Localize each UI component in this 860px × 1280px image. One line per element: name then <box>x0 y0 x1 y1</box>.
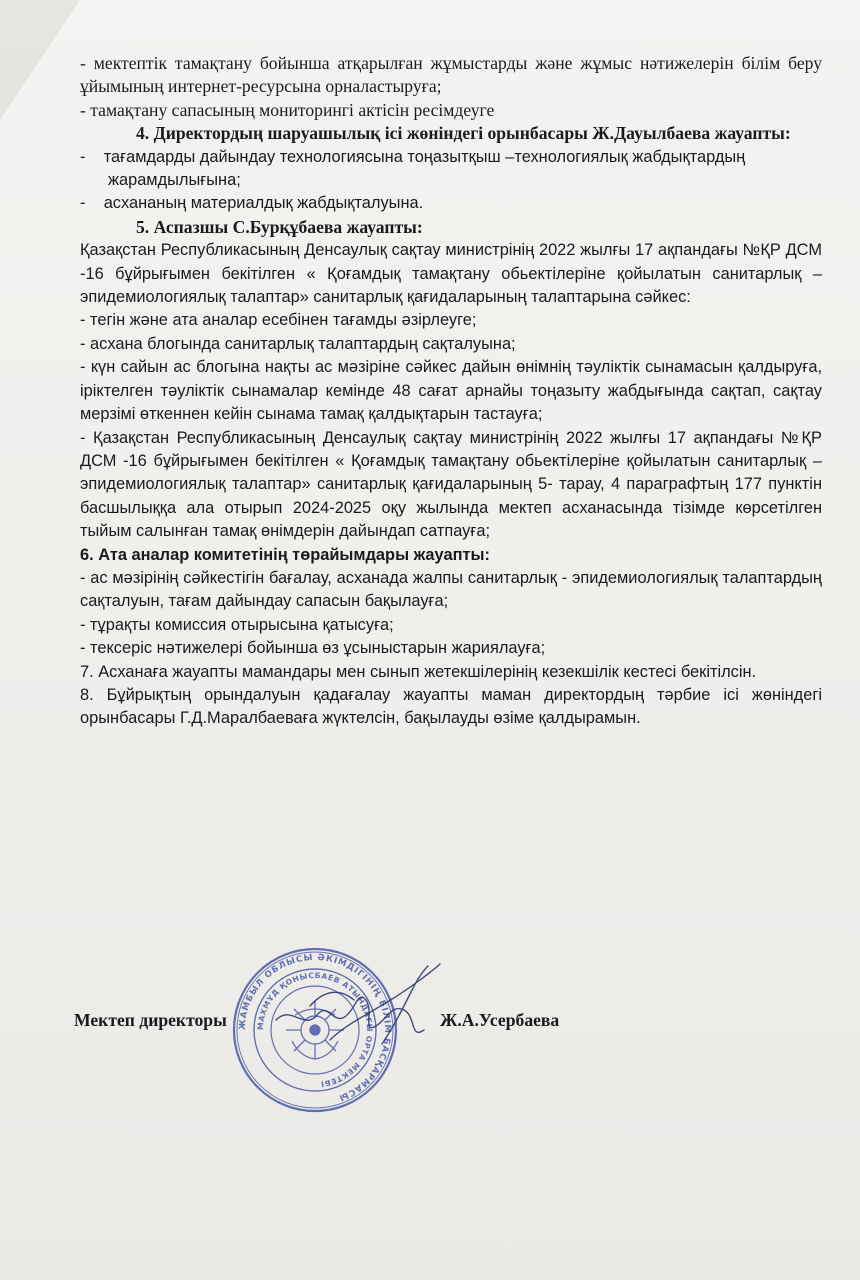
heading-section-4: 4. Директордың шаруашылық ісі жөніндегі орынбасары Ж.Дауылбаева жауапты: <box>136 123 791 144</box>
paragraph-section-7: 7. Асханаға жауапты мамандары мен сынып жетекшілерінің кезекшілік кестесі бекітілсін. <box>80 662 757 681</box>
list-item-meals: - тегін және ата аналар есебінен тағамды әзірлеуге; <box>80 311 477 330</box>
director-name: Ж.А.Усербаева <box>440 1010 560 1030</box>
list-item-proposals: - тексеріс нәтижелері бойынша өз ұсыныстарын жариялауға; <box>80 639 546 658</box>
bullet-dash: - <box>80 194 86 213</box>
list-item-commission: - тұрақты комиссия отырысына қатысуға; <box>80 615 394 634</box>
list-item-menu-check: - ас мәзірінің сәйкестігін бағалау, асханада жалпы санитарлық - эпидемиологиялық талаптардың сақталуын, тағам дайындау сапасын бақылауға; <box>80 568 822 611</box>
list-item-text: асхананың материалдық жабдықталуына. <box>103 194 424 213</box>
seal-inner-text: МАХМҰД ҚОНЫСБАЕВ АТЫНДАҒЫ ОРТА МЕКТЕБІ <box>255 970 375 1089</box>
heading-section-6: 6. Ата аналар комитетінің төрайымдары жауапты: <box>80 545 490 564</box>
folded-corner <box>0 0 80 120</box>
paragraph-section-8: 8. Бұйрықтың орындалуын қадағалау жауапты маман директордың тәрбие ісі жөніндегі орынбасары Г.Д.Маралбаеваға жүктелсін, бақылауды өзіме қалдырамын. <box>80 685 822 728</box>
list-item-technology <box>80 146 822 193</box>
list-item-sanitary: - асхана блогында санитарлық талаптардың сақталуына; <box>80 334 516 353</box>
list-item-prohibited-foods: - Қазақстан Республикасының Денсаулық сақтау министрінің 2022 жылғы 17 ақпандағы №ҚР ДСМ -16 бұйрығымен бекітілген « Қоғамдық тамақтану обьектілеріне қойылатын санитарлық – эпидемиологиялық талаптар» санитарлық қағидаларының 5- тарау, 4 параграфтың 177 пунктін басшылыққа ала отырып 2024-2025 оқу жылында мектеп асханасында тізімде көрсетілген тыйым салынған тамақ өнімдерін дайындап сатпауға; <box>80 428 822 541</box>
list-item-equipment <box>80 192 822 215</box>
list-item-samples: - күн сайын ас блогына нақты ас мәзіріне сәйкес дайын өнімнің тәуліктік сынамасын қалдыруға, іріктелген тәуліктік сынамалар кемінде 48 сағат арнайы тоңазыту жабдығында сақтап, сақтау мерзімі өткеннен кейін сынама тамақ қалдықтарын тастауға; <box>80 358 822 424</box>
seal-outer-text: ЖАМБЫЛ ОБЛЫСЫ ӘКІМДІГІНІҢ БІЛІМ БАСҚАРМАСЫ <box>237 952 393 1103</box>
director-label: Мектеп директоры <box>74 1010 227 1030</box>
bullet-dash: - <box>80 147 86 166</box>
document-body <box>80 52 822 731</box>
heading-section-5: 5. Аспазшы С.Бурқұбаева жауапты: <box>136 216 423 237</box>
list-item-text: тағамдарды дайындау технологиясына тоңазытқыш –технологиялық жабдықтардың жарамдылығына; <box>103 147 746 190</box>
signature-block <box>74 1010 634 1050</box>
line-internet-resource: - мектептік тамақтану бойынша атқарылған жұмыстарды және жұмыс нәтижелерін білім беру ұйымының интернет-ресурсына орналастыруға; <box>80 53 822 97</box>
paragraph-section-5: Қазақстан Республикасының Денсаулық сақтау министрінің 2022 жылғы 17 ақпандағы №ҚР ДСМ -16 бұйрығымен бекітілген « Қоғамдық тамақтану обьектілеріне қойылатын санитарлық – эпидемиологиялық талаптар» санитарлық қағидаларының талаптарына сәйкес: <box>80 241 822 307</box>
line-monitoring-act: - тамақтану сапасының мониторингі актісін ресімдеуге <box>80 99 495 120</box>
